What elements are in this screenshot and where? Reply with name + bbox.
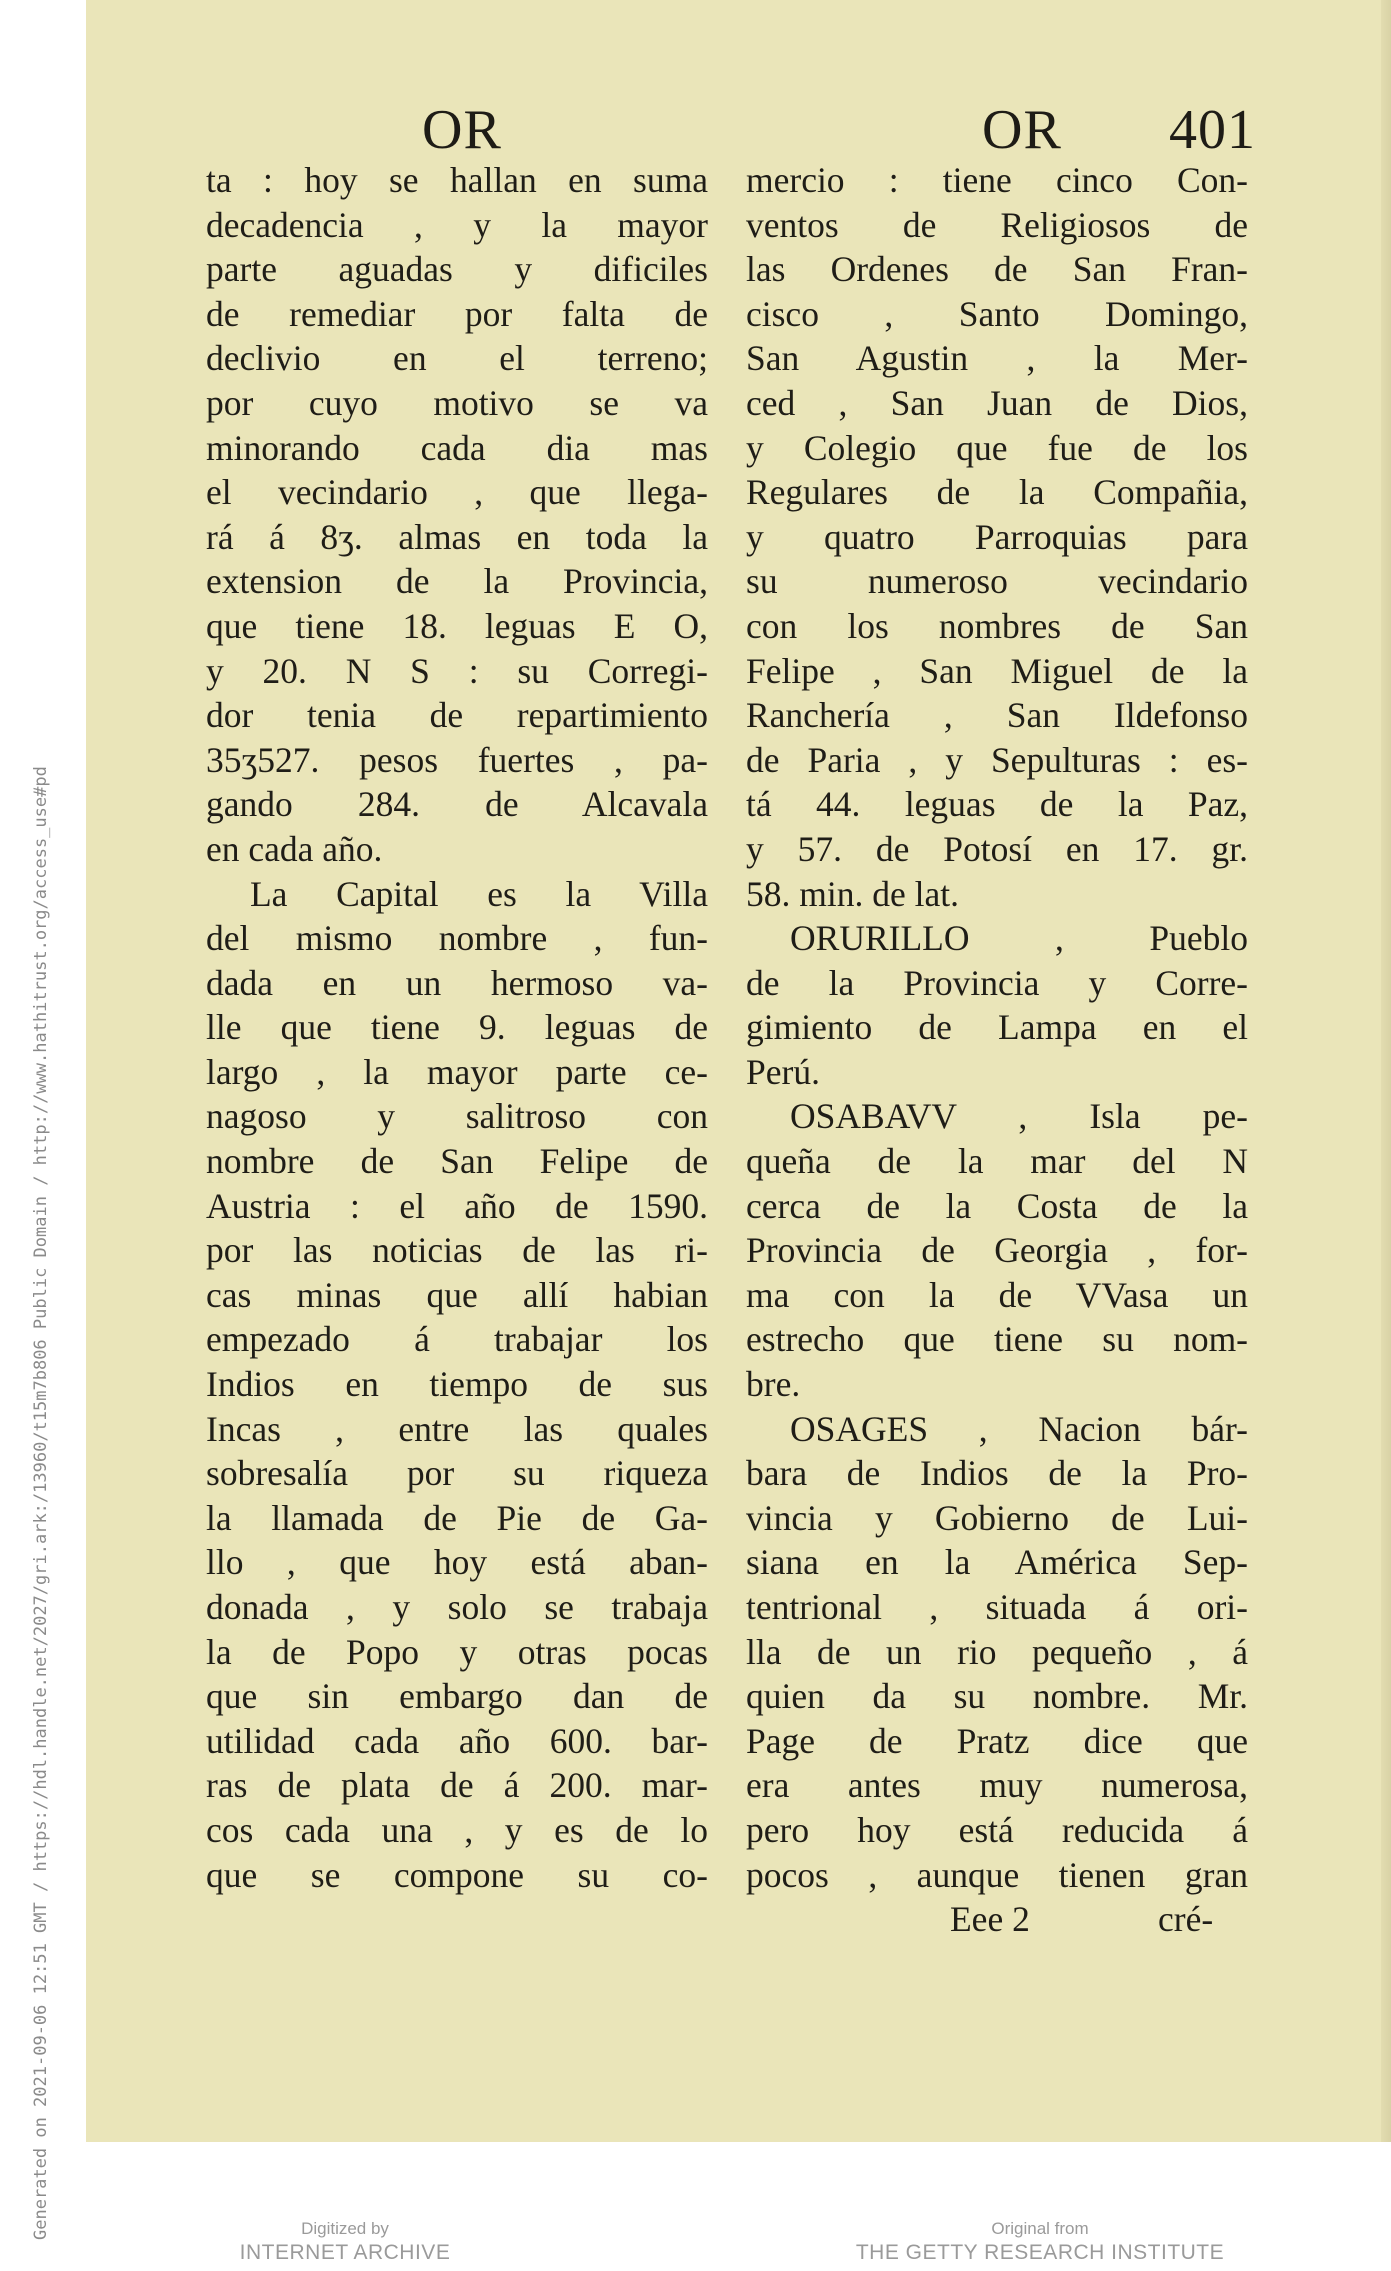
footer-internet-archive: INTERNET ARCHIVE	[239, 2241, 451, 2264]
text-line: de Paria , y Sepulturas : es-	[746, 739, 1248, 780]
right-text-column	[746, 158, 1248, 1897]
text-line: por las noticias de las ri-	[206, 1230, 708, 1271]
text-line: OSABAVV , Isla pe-	[790, 1096, 1248, 1137]
text-line: dada en un hermoso va-	[206, 962, 708, 1003]
text-line: la llamada de Pie de Ga-	[206, 1497, 708, 1538]
text-line: tá 44. leguas de la Paz,	[746, 784, 1248, 825]
text-line: cos cada una , y es de lo	[206, 1809, 708, 1850]
text-line: y 57. de Potosí en 17. gr.	[746, 828, 1248, 869]
text-line: de remediar por falta de	[206, 293, 708, 334]
text-line: bre.	[746, 1364, 801, 1405]
text-line: utilidad cada año 600. bar-	[206, 1720, 708, 1761]
text-line: La Capital es la Villa	[250, 873, 708, 914]
text-line: por cuyo motivo se va	[206, 382, 708, 423]
text-line: decadencia , y la mayor	[206, 204, 708, 245]
text-line: las Ordenes de San Fran-	[746, 249, 1248, 290]
text-line: lla de un rio pequeño , á	[746, 1631, 1248, 1672]
text-line: y 20. N S : su Corregi-	[206, 650, 708, 691]
text-line: San Agustin , la Mer-	[746, 338, 1248, 379]
text-line: cerca de la Costa de la	[746, 1185, 1248, 1226]
text-line: lle que tiene 9. leguas de	[206, 1007, 708, 1048]
text-line: vincia y Gobierno de Lui-	[746, 1497, 1248, 1538]
text-line: llo , que hoy está aban-	[206, 1542, 708, 1583]
text-line: Regulares de la Compañia,	[746, 472, 1248, 513]
text-line: pocos , aunque tienen gran	[746, 1854, 1248, 1895]
text-line: estrecho que tiene su nom-	[746, 1319, 1248, 1360]
footer-digitized-label: Digitized by	[301, 2219, 389, 2238]
text-line: ma con la de VVasa un	[746, 1274, 1248, 1315]
text-line: quien da su nombre. Mr.	[746, 1676, 1248, 1717]
text-line: largo , la mayor parte ce-	[206, 1051, 708, 1092]
text-line: cas minas que allí habian	[206, 1274, 708, 1315]
text-line: mercio : tiene cinco Con-	[746, 160, 1248, 200]
hathitrust-side-stamp	[0, 0, 60, 2271]
text-line: Perú.	[746, 1051, 820, 1092]
text-line: en cada año.	[206, 828, 383, 869]
text-line: gimiento de Lampa en el	[746, 1007, 1248, 1048]
left-text-column	[206, 158, 708, 1897]
text-line: nagoso y salitroso con	[206, 1096, 708, 1137]
text-line: declivio en el terreno;	[206, 338, 708, 379]
text-line: bara de Indios de la Pro-	[746, 1453, 1248, 1494]
footer-getty: THE GETTY RESEARCH INSTITUTE	[855, 2241, 1225, 2264]
text-line: ta : hoy se hallan en suma	[206, 160, 708, 200]
text-line: Indios en tiempo de sus	[206, 1364, 708, 1405]
text-line: empezado á trabajar los	[206, 1319, 708, 1360]
text-line: dor tenia de repartimiento	[206, 695, 708, 736]
book-page	[86, 0, 1391, 2142]
catchword: cré-	[1158, 1899, 1214, 1939]
footer-original-label: Original from	[991, 2219, 1089, 2238]
text-line: gando 284. de Alcavala	[206, 784, 708, 825]
text-line: de la Provincia y Corre-	[746, 962, 1248, 1003]
text-line: rá á 8ʒ. almas en toda la	[206, 516, 708, 557]
text-line: ventos de Religiosos de	[746, 204, 1248, 245]
text-line: tentrional , situada á ori-	[746, 1587, 1248, 1627]
text-line: que sin embargo dan de	[206, 1676, 708, 1717]
text-line: que se compone su co-	[206, 1854, 708, 1895]
signature-mark: Eee 2	[950, 1899, 1030, 1939]
text-line: 58. min. de lat.	[746, 873, 959, 914]
text-line: el vecindario , que llega-	[206, 472, 708, 513]
text-line: Provincia de Georgia , for-	[746, 1230, 1248, 1271]
page-number: 401	[1169, 99, 1256, 161]
text-line: ras de plata de á 200. mar-	[206, 1765, 708, 1806]
text-line: OSAGES , Nacion bár-	[790, 1408, 1248, 1449]
right-running-head: OR	[982, 99, 1062, 161]
text-line: su numeroso vecindario	[746, 561, 1248, 602]
text-line: cisco , Santo Domingo,	[746, 293, 1248, 334]
page-edge-shadow	[1381, 0, 1391, 2142]
text-line: nombre de San Felipe de	[206, 1141, 708, 1182]
footer-original-from	[830, 2218, 1250, 2266]
text-line: sobresalía por su riqueza	[206, 1453, 708, 1494]
text-line: queña de la mar del N	[746, 1141, 1248, 1182]
text-line: Ranchería , San Ildefonso	[746, 695, 1248, 736]
text-line: con los nombres de San	[746, 605, 1248, 646]
text-line: Austria : el año de 1590.	[206, 1185, 708, 1226]
text-line: la de Popo y otras pocas	[206, 1631, 708, 1672]
text-line: era antes muy numerosa,	[746, 1765, 1248, 1806]
text-line: Page de Pratz dice que	[746, 1720, 1248, 1761]
text-line: y Colegio que fue de los	[746, 427, 1248, 468]
text-line: pero hoy está reducida á	[746, 1809, 1248, 1850]
text-line: parte aguadas y dificiles	[206, 249, 708, 290]
text-line: extension de la Provincia,	[206, 561, 708, 602]
text-line: minorando cada dia mas	[206, 427, 708, 468]
text-line: ced , San Juan de Dios,	[746, 382, 1248, 423]
text-line: del mismo nombre , fun-	[206, 918, 708, 959]
text-line: Incas , entre las quales	[206, 1408, 708, 1449]
text-line: donada , y solo se trabaja	[206, 1587, 708, 1627]
text-line: que tiene 18. leguas E O,	[206, 605, 708, 646]
text-line: 35ʒ527. pesos fuertes , pa-	[206, 739, 708, 780]
text-line: siana en la América Sep-	[746, 1542, 1248, 1583]
text-line: Felipe , San Miguel de la	[746, 650, 1248, 691]
text-line: y quatro Parroquias para	[746, 516, 1248, 557]
text-line: ORURILLO , Pueblo	[790, 918, 1248, 959]
left-running-head: OR	[422, 99, 502, 161]
side-stamp-text: Generated on 2021-09-06 12:51 GMT / https://hdl.handle.net/2027/gri.ark:/13960/t15m7b806 Public Domain / http://www.hathitrust.org/access_use#pd	[31, 766, 51, 2240]
footer-digitized-by	[135, 2218, 555, 2266]
